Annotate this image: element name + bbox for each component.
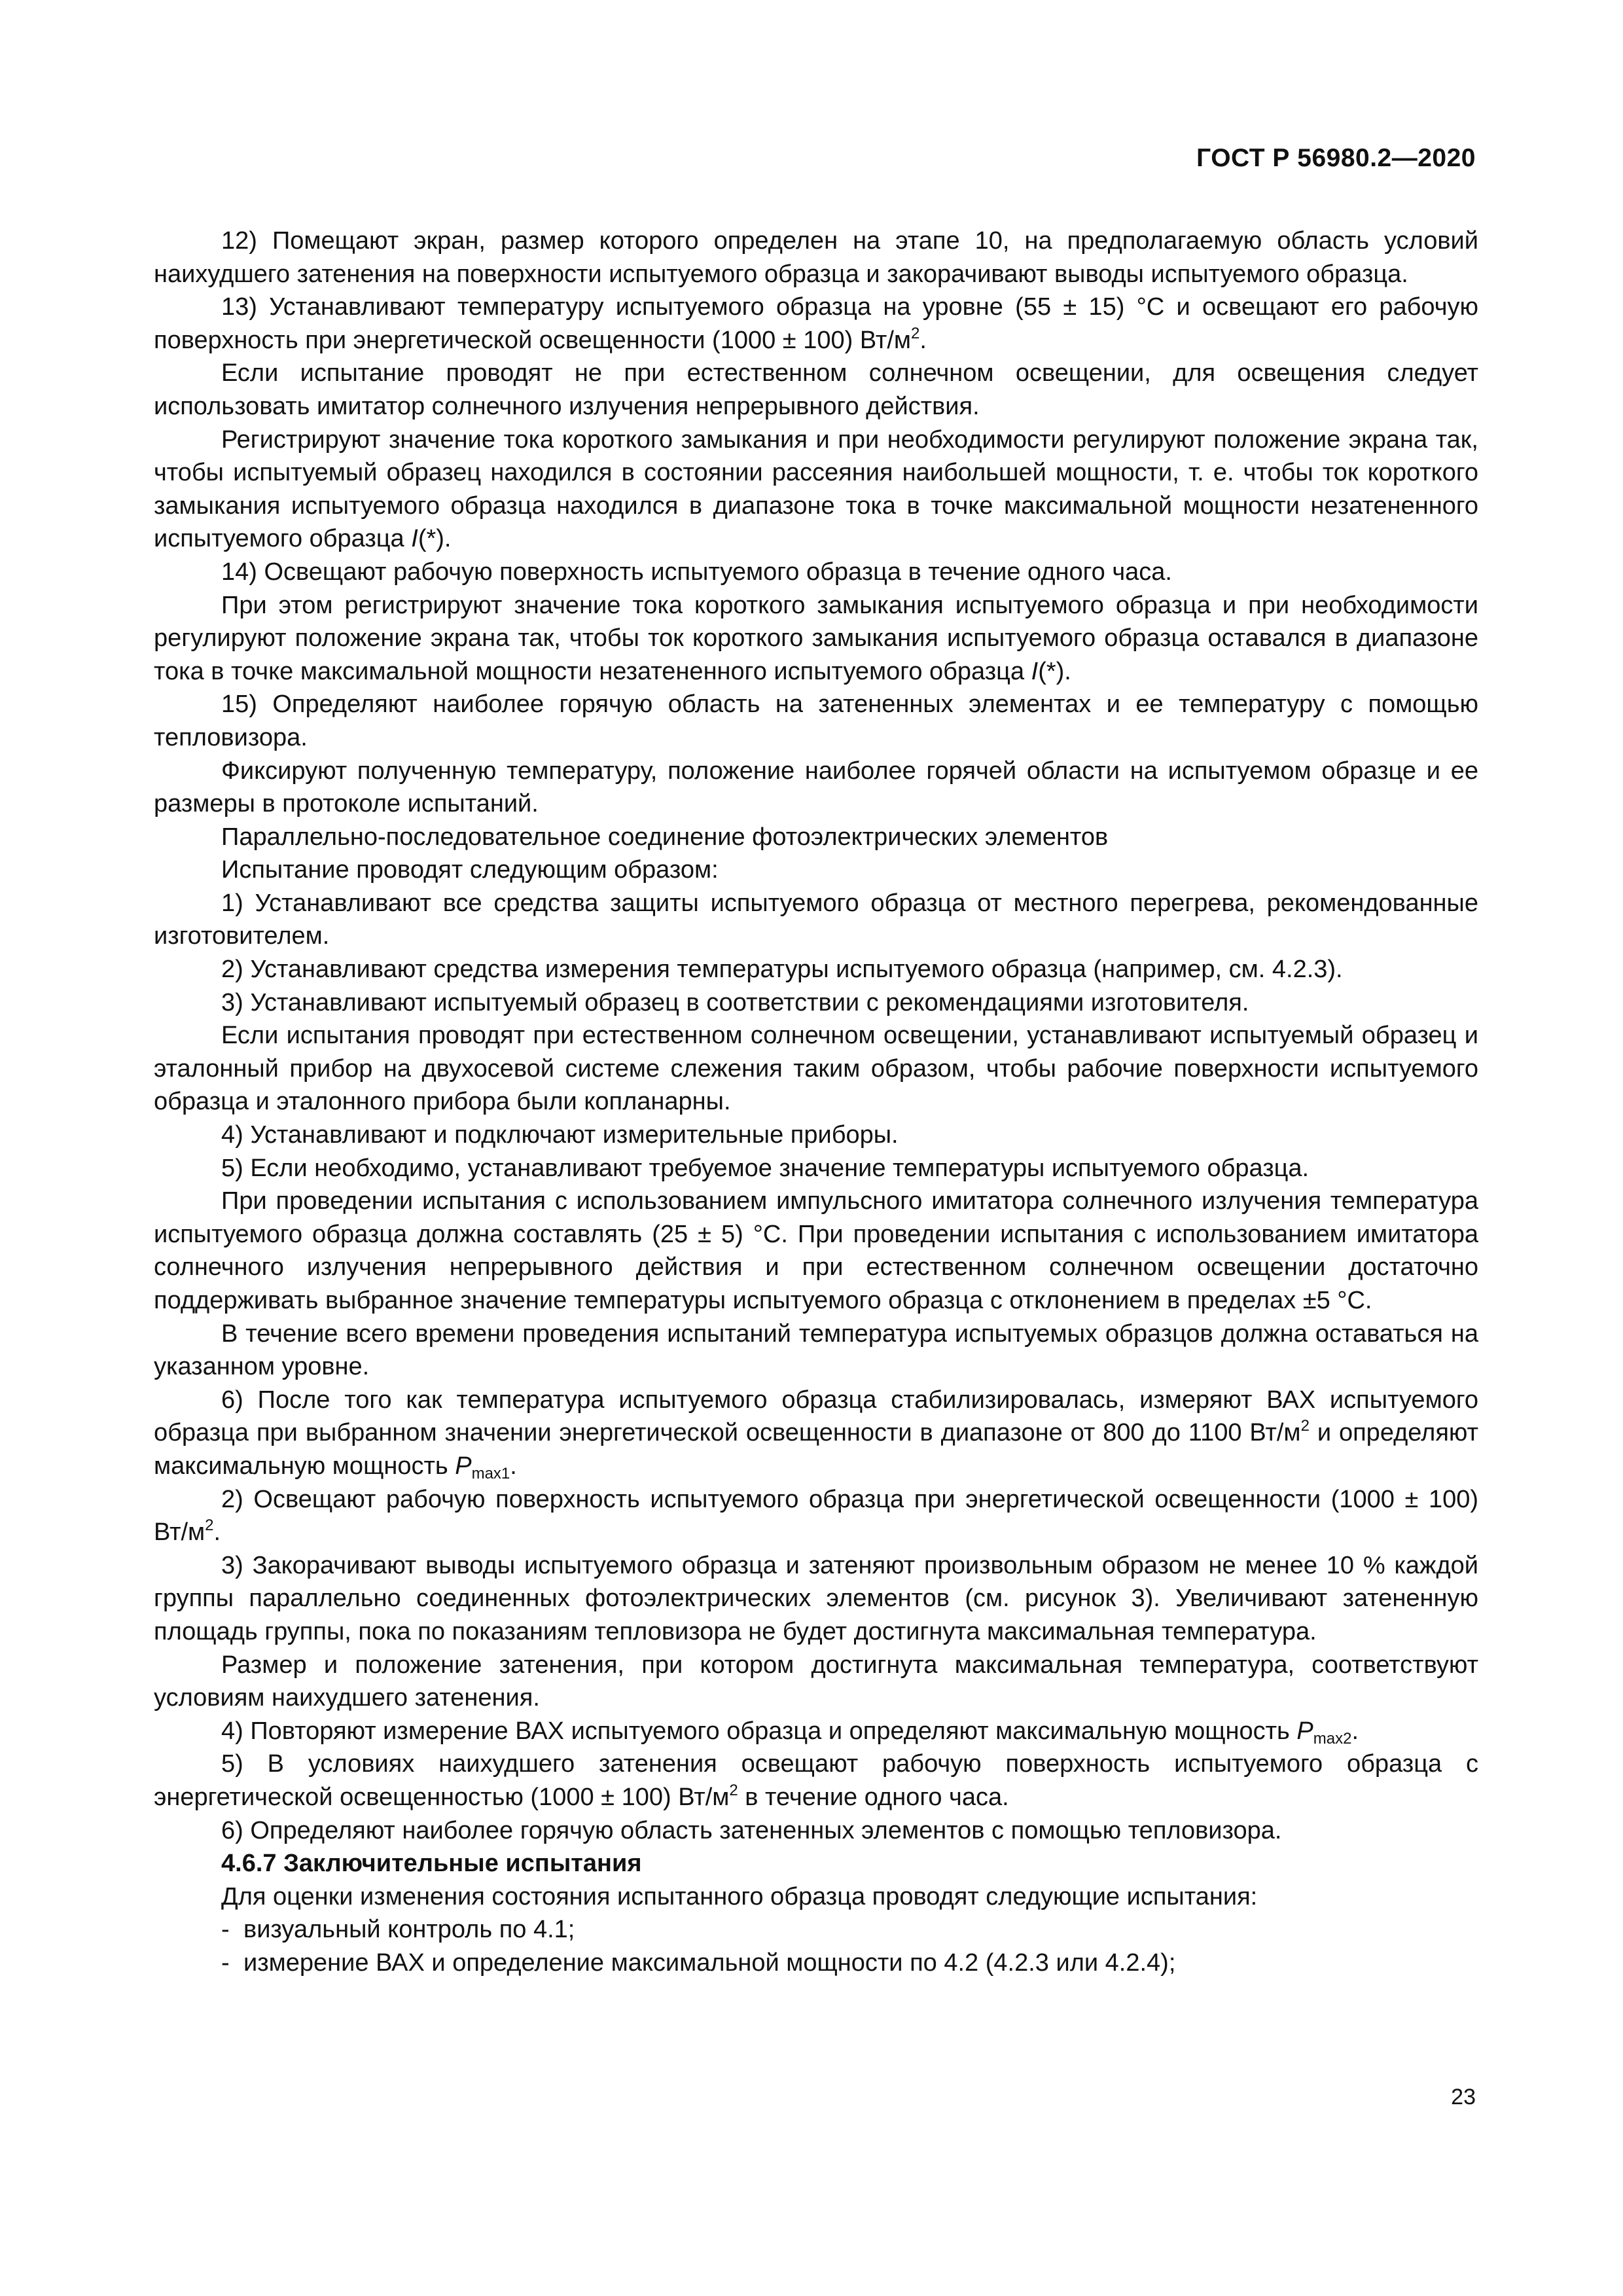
paragraph: [154, 423, 1478, 556]
paragraph: [154, 1649, 1478, 1715]
paragraph: [154, 1814, 1478, 1848]
page-number: 23: [1451, 2085, 1476, 2109]
paragraph: [154, 1880, 1478, 1914]
paragraph-text: (*).: [418, 525, 452, 553]
superscript: 2: [205, 1516, 214, 1535]
list-item: [154, 1946, 1478, 1980]
paragraph-text: Если испытания проводят при естественном солнечном освещении, устанавливают испытуемый образец и эталонный прибор на двухосевой системе слежения таким образом, чтобы рабочие поверхности испытуемого образца и эталонного прибора были копланарны.: [154, 1022, 1478, 1116]
paragraph: [154, 755, 1478, 821]
paragraph-text: 6) Определяют наиболее горячую область затененных элементов с помощью тепловизора.: [221, 1816, 1282, 1844]
paragraph-text: 3) Закорачивают выводы испытуемого образца и затеняют произвольным образом не менее 10 % каждой группы параллельно соединенных фотоэлектрических элементов (см. рисунок 3). Увеличивают затененную площадь группы, пока по показаниям тепловизора не будет достигнута максимальная температура.: [154, 1551, 1478, 1645]
paragraph: [154, 1715, 1478, 1748]
superscript: 2: [911, 324, 920, 342]
list-dash: -: [221, 1916, 230, 1944]
paragraph-text: визуальный контроль по 4.1;: [243, 1916, 575, 1944]
paragraph: [154, 589, 1478, 689]
paragraph-text: 4) Повторяют измерение ВАХ испытуемого образца и определяют максимальную мощность: [221, 1717, 1297, 1745]
symbol: P: [1296, 1717, 1313, 1745]
subscript: max1: [471, 1464, 510, 1482]
paragraph: [154, 986, 1478, 1020]
paragraph: [154, 357, 1478, 423]
paragraph-text: 6) После того как температура испытуемого образца стабилизировалась, измеряют ВАХ испытуемого образца при выбранном значении энергетической освещенности в диапазоне от 800 до 1100 Вт/м: [154, 1386, 1478, 1447]
paragraph: [154, 1185, 1478, 1317]
paragraph-text: Если испытание проводят не при естественном солнечном освещении, для освещения следует использовать имитатор солнечного излучения непрерывного действия.: [154, 359, 1478, 420]
paragraph-text: Размер и положение затенения, при котором достигнута максимальная температура, соответствуют условиям наихудшего затенения.: [154, 1651, 1478, 1712]
paragraph-text: 12) Помещают экран, размер которого определен на этапе 10, на предполагаемую область условий наихудшего затенения на поверхности испытуемого образца и закорачивают выводы испытуемого образца.: [154, 227, 1478, 288]
paragraph: [154, 1119, 1478, 1152]
paragraph-text: 1) Устанавливают все средства защиты испытуемого образца от местного перегрева, рекомендованные изготовителем.: [154, 889, 1478, 950]
section-heading: [154, 1847, 1478, 1880]
symbol: I: [411, 525, 418, 553]
paragraph-text: При этом регистрируют значение тока короткого замыкания испытуемого образца и при необходимости регулируют положение экрана так, чтобы ток короткого замыкания испытуемого образца оставался в диапазоне тока в точке максимальной мощности незатененного испытуемого образца: [154, 591, 1478, 685]
paragraph-text: 14) Освещают рабочую поверхность испытуемого образца в течение одного часа.: [221, 558, 1172, 586]
paragraph-text: 4.6.7 Заключительные испытания: [221, 1850, 642, 1878]
paragraph-text: Для оценки изменения состояния испытанного образца проводят следующие испытания:: [221, 1882, 1258, 1910]
paragraph-text: 5) В условиях наихудшего затенения освещают рабочую поверхность испытуемого образца с энергетической освещенностью (1000 ± 100) Вт/м: [154, 1750, 1478, 1811]
paragraph: [154, 887, 1478, 953]
paragraph: [154, 821, 1478, 854]
paragraph-text: 13) Устанавливают температуру испытуемого образца на уровне (55 ± 15) °С и освещают его рабочую поверхность при энергетической освещенности (1000 ± 100) Вт/м: [154, 293, 1478, 354]
paragraph-text: Параллельно-последовательное соединение фотоэлектрических элементов: [221, 823, 1109, 851]
document-body: [154, 224, 1478, 1979]
paragraph-text: Фиксируют полученную температуру, положение наиболее горячей области на испытуемом образце и ее размеры в протоколе испытаний.: [154, 757, 1478, 818]
paragraph-text: 2) Освещают рабочую поверхность испытуемого образца при энергетической освещенности (1000 ± 100) Вт/м: [154, 1485, 1478, 1547]
paragraph: [154, 1483, 1478, 1549]
paragraph-text: в течение одного часа.: [738, 1783, 1009, 1811]
paragraph-text: 5) Если необходимо, устанавливают требуемое значение температуры испытуемого образца.: [221, 1154, 1310, 1182]
paragraph: [154, 853, 1478, 887]
paragraph-text: 2) Устанавливают средства измерения температуры испытуемого образца (например, см. 4.2.3).: [221, 956, 1343, 984]
paragraph: [154, 224, 1478, 291]
symbol: I: [1031, 657, 1039, 685]
paragraph-text: и определяют максимальную мощность: [154, 1419, 1478, 1480]
paragraph-text: Регистрируют значение тока короткого замыкания и при необходимости регулируют положение экрана так, чтобы испытуемый образец находился в состоянии рассеяния наибольшей мощности, т. е. чтобы ток короткого замыкания испытуемого образца находился в диапазоне тока в точке максимальной мощности незатененного испытуемого образца: [154, 425, 1478, 553]
paragraph: [154, 1384, 1478, 1483]
paragraph: [154, 556, 1478, 589]
list-dash: -: [221, 1948, 230, 1977]
symbol: P: [455, 1452, 472, 1480]
paragraph-text: При проведении испытания с использованием импульсного имитатора солнечного излучения температура испытуемого образца должна составлять (25 ± 5) °С. При проведении испытания с использованием имитатора солнечного излучения непрерывного действия и при естественном солнечном освещении достаточно поддерживать выбранное значение температуры испытуемого образца с отклонением в пределах ±5 °С.: [154, 1187, 1478, 1314]
paragraph-text: .: [919, 326, 927, 354]
subscript: max2: [1313, 1729, 1352, 1748]
paragraph: [154, 1318, 1478, 1384]
paragraph-text: измерение ВАХ и определение максимальной мощности по 4.2 (4.2.3 или 4.2.4);: [243, 1948, 1176, 1977]
paragraph-text: .: [510, 1452, 517, 1480]
paragraph: [154, 291, 1478, 357]
paragraph-text: 15) Определяют наиболее горячую область на затененных элементах и ее температуру с помощью тепловизора.: [154, 691, 1478, 751]
paragraph-text: 4) Устанавливают и подключают измерительные приборы.: [221, 1121, 899, 1149]
paragraph: [154, 1152, 1478, 1185]
superscript: 2: [729, 1781, 738, 1799]
paragraph-text: (*).: [1038, 657, 1071, 685]
paragraph-text: В течение всего времени проведения испытаний температура испытуемых образцов должна оставаться на указанном уровне.: [154, 1319, 1478, 1381]
superscript: 2: [1300, 1417, 1310, 1435]
paragraph: [154, 1748, 1478, 1814]
paragraph-text: .: [213, 1518, 221, 1547]
paragraph: [154, 953, 1478, 986]
paragraph: [154, 1549, 1478, 1649]
paragraph-text: .: [1351, 1717, 1359, 1745]
paragraph: [154, 1019, 1478, 1119]
standard-header: ГОСТ Р 56980.2—2020: [1196, 144, 1476, 172]
paragraph: [154, 688, 1478, 754]
list-item: [154, 1913, 1478, 1946]
paragraph-text: 3) Устанавливают испытуемый образец в соответствии с рекомендациями изготовителя.: [221, 988, 1249, 1016]
paragraph-text: Испытание проводят следующим образом:: [221, 856, 719, 884]
